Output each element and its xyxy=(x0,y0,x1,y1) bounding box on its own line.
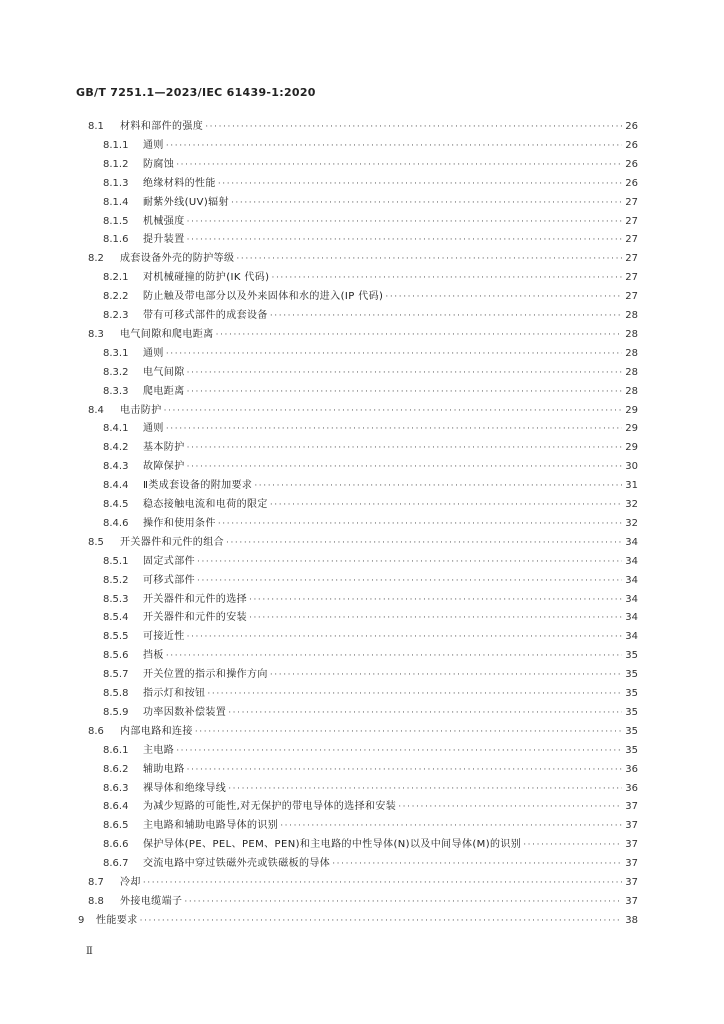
toc-page-number: 36 xyxy=(625,763,638,775)
toc-page-number: 35 xyxy=(625,706,638,718)
toc-leader-dots xyxy=(332,855,622,873)
toc-entry[interactable] xyxy=(0,685,724,703)
toc-leader-dots xyxy=(187,458,622,476)
toc-section-number: 8.2.3 xyxy=(103,310,129,321)
toc-entry[interactable] xyxy=(0,420,724,438)
toc-entry[interactable] xyxy=(0,855,724,873)
toc-section-number: 8.2.1 xyxy=(103,272,129,284)
toc-section-title: 为减少短路的可能性,对无保护的带电导体的选择和安装 xyxy=(143,801,397,813)
toc-leader-dots xyxy=(166,647,622,665)
toc-section-title: 电气间隙 xyxy=(143,366,185,378)
toc-page-number: 32 xyxy=(625,499,638,510)
toc-entry[interactable] xyxy=(0,761,724,779)
toc-section-title: Ⅱ类成套设备的附加要求 xyxy=(143,480,253,492)
toc-leader-dots xyxy=(218,175,622,193)
toc-section-number: 8.6.4 xyxy=(103,801,129,813)
toc-section-title: 开关位置的指示和操作方向 xyxy=(143,669,268,681)
toc-leader-dots xyxy=(249,591,622,609)
toc-entry[interactable] xyxy=(0,874,724,892)
toc-section-title: 通则 xyxy=(143,139,164,151)
toc-leader-dots xyxy=(228,780,622,798)
toc-entry[interactable] xyxy=(0,269,724,287)
toc-leader-dots xyxy=(140,912,622,930)
toc-leader-dots xyxy=(270,496,622,514)
toc-leader-dots xyxy=(164,402,622,420)
toc-section-number: 8.5.8 xyxy=(103,688,129,699)
toc-page-number: 37 xyxy=(625,839,638,851)
toc-leader-dots xyxy=(272,269,623,287)
toc-entry[interactable] xyxy=(0,194,724,212)
toc-page-number: 38 xyxy=(625,914,638,926)
toc-section-title: 外接电缆端子 xyxy=(120,895,183,907)
toc-section-title: 带有可移式部件的成套设备 xyxy=(143,310,268,321)
toc-leader-dots xyxy=(143,874,622,892)
toc-section-title: 辅助电路 xyxy=(143,763,185,775)
toc-entry[interactable] xyxy=(0,288,724,306)
toc-section-number: 8.4.3 xyxy=(103,461,129,473)
toc-section-number: 8.6.1 xyxy=(103,744,129,756)
toc-section-title: 保护导体(PE、PEL、PEM、PEN)和主电路的中性导体(N)以及中间导体(M)的识别 xyxy=(143,839,522,851)
toc-entry[interactable] xyxy=(0,326,724,344)
toc-section-number: 8.1.5 xyxy=(103,215,129,227)
toc-section-title: 可移式部件 xyxy=(143,574,195,586)
toc-entry[interactable] xyxy=(0,704,724,722)
toc-leader-dots xyxy=(184,893,622,911)
page-number: Ⅱ xyxy=(86,946,93,957)
toc-page-number: 27 xyxy=(625,196,638,208)
standard-id-header: GB/T 7251.1—2023/IEC 61439-1:2020 xyxy=(76,86,316,99)
toc-section-title: 稳态接触电流和电荷的限定 xyxy=(143,499,268,510)
toc-leader-dots xyxy=(270,307,622,325)
toc-leader-dots xyxy=(231,194,622,212)
toc-entry[interactable] xyxy=(0,572,724,590)
toc-leader-dots xyxy=(226,534,622,552)
toc-section-number: 8.3.3 xyxy=(103,385,129,397)
toc-entry[interactable] xyxy=(0,402,724,420)
toc-section-title: 机械强度 xyxy=(143,215,185,227)
toc-section-title: 性能要求 xyxy=(96,914,138,926)
toc-section-title: 电击防护 xyxy=(120,404,162,416)
toc-entry[interactable] xyxy=(0,742,724,760)
toc-page-number: 27 xyxy=(625,215,638,227)
toc-page-number: 37 xyxy=(625,801,638,813)
toc-section-number: 8.5.2 xyxy=(103,574,129,586)
toc-page-number: 37 xyxy=(625,877,638,888)
toc-section-number: 8.5.4 xyxy=(103,612,129,624)
toc-page-number: 37 xyxy=(625,895,638,907)
toc-leader-dots xyxy=(249,609,622,627)
toc-section-number: 8.1.2 xyxy=(103,158,129,170)
toc-entry[interactable] xyxy=(0,628,724,646)
toc-section-title: 可接近性 xyxy=(143,631,185,643)
toc-entry[interactable] xyxy=(0,817,724,835)
toc-entry[interactable] xyxy=(0,364,724,382)
toc-section-title: 操作和使用条件 xyxy=(143,517,216,529)
toc-section-number: 8.4.6 xyxy=(103,517,129,529)
toc-section-title: 成套设备外壳的防护等级 xyxy=(120,253,235,265)
toc-section-number: 8.1 xyxy=(88,121,104,132)
toc-leader-dots xyxy=(176,742,622,760)
toc-page-number: 26 xyxy=(625,121,638,132)
toc-section-title: 指示灯和按钮 xyxy=(143,688,206,699)
toc-page-number: 37 xyxy=(625,858,638,870)
toc-page-number: 35 xyxy=(625,744,638,756)
toc-section-title: 通则 xyxy=(143,347,164,359)
toc-section-number: 8.4.1 xyxy=(103,423,129,435)
toc-section-number: 8.6 xyxy=(88,725,104,737)
toc-leader-dots xyxy=(197,553,622,571)
toc-page-number: 26 xyxy=(625,177,638,189)
toc-section-title: 开关器件和元件的选择 xyxy=(143,593,247,605)
toc-entry[interactable] xyxy=(0,723,724,741)
toc-section-title: 电气间隙和爬电距离 xyxy=(120,328,214,340)
toc-leader-dots xyxy=(187,439,622,457)
toc-entry[interactable] xyxy=(0,534,724,552)
toc-page-number: 34 xyxy=(625,612,638,624)
toc-page-number: 34 xyxy=(625,574,638,586)
toc-page-number: 30 xyxy=(625,461,638,473)
toc-entry[interactable] xyxy=(0,250,724,268)
toc-section-number: 8.5 xyxy=(88,536,104,548)
toc-entry[interactable] xyxy=(0,609,724,627)
toc-leader-dots xyxy=(270,666,622,684)
toc-section-title: 绝缘材料的性能 xyxy=(143,177,216,189)
toc-leader-dots xyxy=(187,231,622,249)
toc-page-number: 35 xyxy=(625,688,638,699)
toc-leader-dots xyxy=(523,836,622,854)
toc-entry[interactable] xyxy=(0,496,724,514)
toc-page-number: 27 xyxy=(625,291,638,303)
toc-section-number: 8.1.6 xyxy=(103,234,129,246)
toc-section-number: 8.5.7 xyxy=(103,669,129,681)
toc-entry[interactable] xyxy=(0,137,724,155)
toc-leader-dots xyxy=(166,420,622,438)
toc-page-number: 28 xyxy=(625,347,638,359)
toc-page-number: 29 xyxy=(625,423,638,435)
toc-section-number: 8.5.3 xyxy=(103,593,129,605)
toc-section-number: 8.2 xyxy=(88,253,104,265)
toc-page-number: 26 xyxy=(625,158,638,170)
toc-section-number: 8.5.1 xyxy=(103,555,129,567)
toc-entry[interactable] xyxy=(0,836,724,854)
toc-page-number: 28 xyxy=(625,385,638,397)
toc-entry[interactable] xyxy=(0,213,724,231)
toc-entry[interactable] xyxy=(0,666,724,684)
toc-section-title: 基本防护 xyxy=(143,442,185,454)
toc-page-number: 27 xyxy=(625,234,638,246)
toc-section-title: 爬电距离 xyxy=(143,385,185,397)
toc-page-number: 31 xyxy=(625,480,638,492)
toc-page-number: 35 xyxy=(625,669,638,681)
toc-page-number: 28 xyxy=(625,366,638,378)
toc-entry[interactable] xyxy=(0,118,724,136)
toc-section-title: 挡板 xyxy=(143,650,164,662)
toc-entry[interactable] xyxy=(0,383,724,401)
toc-page-number: 34 xyxy=(625,536,638,548)
toc-page-number: 34 xyxy=(625,631,638,643)
toc-leader-dots xyxy=(187,383,622,401)
toc-section-title: 固定式部件 xyxy=(143,555,195,567)
toc-page-number: 27 xyxy=(625,253,638,265)
toc-leader-dots xyxy=(385,288,622,306)
toc-section-number: 8.6.5 xyxy=(103,820,129,832)
toc-leader-dots xyxy=(280,817,622,835)
toc-section-title: 裸导体和绝缘导线 xyxy=(143,782,227,794)
toc-section-number: 8.5.5 xyxy=(103,631,129,643)
toc-section-number: 8.6.7 xyxy=(103,858,129,870)
toc-section-number: 9 xyxy=(78,914,85,926)
toc-entry[interactable] xyxy=(0,175,724,193)
toc-section-title: 主电路和辅助电路导体的识别 xyxy=(143,820,279,832)
toc-entry[interactable] xyxy=(0,231,724,249)
toc-section-title: 通则 xyxy=(143,423,164,435)
toc-section-title: 故障保护 xyxy=(143,461,185,473)
toc-page-number: 26 xyxy=(625,139,638,151)
toc-leader-dots xyxy=(398,798,622,816)
toc-entry[interactable] xyxy=(0,798,724,816)
toc-leader-dots xyxy=(207,685,622,703)
toc-entry[interactable] xyxy=(0,647,724,665)
toc-leader-dots xyxy=(187,628,622,646)
toc-section-title: 材料和部件的强度 xyxy=(120,121,204,132)
toc-section-number: 8.5.9 xyxy=(103,706,129,718)
toc-leader-dots xyxy=(236,250,622,268)
toc-page-number: 27 xyxy=(625,272,638,284)
toc-entry[interactable] xyxy=(0,156,724,174)
toc-leader-dots xyxy=(195,723,622,741)
toc-section-title: 防止触及带电部分以及外来固体和水的进入(IP 代码) xyxy=(143,291,384,303)
toc-section-title: 冷却 xyxy=(120,877,141,888)
toc-entry[interactable] xyxy=(0,591,724,609)
toc-page-number: 35 xyxy=(625,725,638,737)
toc-leader-dots xyxy=(218,515,622,533)
toc-page-number: 36 xyxy=(625,782,638,794)
toc-section-number: 8.6.3 xyxy=(103,782,129,794)
toc-entry[interactable] xyxy=(0,345,724,363)
toc-section-number: 8.4.5 xyxy=(103,499,129,510)
toc-entry[interactable] xyxy=(0,515,724,533)
toc-section-title: 功率因数补偿装置 xyxy=(143,706,227,718)
toc-leader-dots xyxy=(176,156,622,174)
toc-section-title: 主电路 xyxy=(143,744,175,756)
toc-leader-dots xyxy=(166,137,622,155)
toc-page-number: 29 xyxy=(625,404,638,416)
toc-page-number: 34 xyxy=(625,555,638,567)
toc-page-number: 28 xyxy=(625,310,638,321)
toc-section-number: 8.3.2 xyxy=(103,366,129,378)
toc-section-number: 8.8 xyxy=(88,895,104,907)
toc-section-number: 8.6.2 xyxy=(103,763,129,775)
toc-section-number: 8.6.6 xyxy=(103,839,129,851)
toc-leader-dots xyxy=(228,704,622,722)
toc-section-title: 开关器件和元件的组合 xyxy=(120,536,224,548)
toc-section-number: 8.1.3 xyxy=(103,177,129,189)
toc-section-number: 8.7 xyxy=(88,877,104,888)
toc-leader-dots xyxy=(187,761,622,779)
toc-leader-dots xyxy=(187,364,622,382)
toc-entry[interactable] xyxy=(0,307,724,325)
toc-section-title: 耐紫外线(UV)辐射 xyxy=(143,196,229,208)
toc-leader-dots xyxy=(254,477,622,495)
toc-leader-dots xyxy=(197,572,622,590)
toc-section-number: 8.5.6 xyxy=(103,650,129,662)
toc-section-number: 8.3.1 xyxy=(103,347,129,359)
toc-section-number: 8.4.2 xyxy=(103,442,129,454)
toc-section-number: 8.1.4 xyxy=(103,196,129,208)
toc-section-number: 8.4.4 xyxy=(103,480,129,492)
toc-entry[interactable] xyxy=(0,458,724,476)
toc-page-number: 28 xyxy=(625,328,638,340)
toc-entry[interactable] xyxy=(0,780,724,798)
toc-page-number: 37 xyxy=(625,820,638,832)
toc-page-number: 29 xyxy=(625,442,638,454)
toc-entry[interactable] xyxy=(0,893,724,911)
toc-section-title: 开关器件和元件的安装 xyxy=(143,612,247,624)
toc-section-number: 8.3 xyxy=(88,328,104,340)
toc-section-number: 8.4 xyxy=(88,404,104,416)
toc-leader-dots xyxy=(216,326,622,344)
toc-leader-dots xyxy=(205,118,622,136)
toc-page-number: 32 xyxy=(625,517,638,529)
toc-leader-dots xyxy=(166,345,622,363)
toc-leader-dots xyxy=(187,213,622,231)
toc-entry[interactable] xyxy=(0,477,724,495)
toc-page-number: 34 xyxy=(625,593,638,605)
toc-entry[interactable] xyxy=(0,553,724,571)
toc-section-title: 提升装置 xyxy=(143,234,185,246)
toc-entry[interactable] xyxy=(0,439,724,457)
toc-section-title: 内部电路和连接 xyxy=(120,725,193,737)
toc-section-title: 交流电路中穿过铁磁外壳或铁磁板的导体 xyxy=(143,858,331,870)
toc-entry[interactable] xyxy=(0,912,724,930)
toc-section-title: 防腐蚀 xyxy=(143,158,175,170)
toc-section-title: 对机械碰撞的防护(IK 代码) xyxy=(143,272,270,284)
toc-section-number: 8.2.2 xyxy=(103,291,129,303)
toc-page-number: 35 xyxy=(625,650,638,662)
toc-section-number: 8.1.1 xyxy=(103,139,129,151)
